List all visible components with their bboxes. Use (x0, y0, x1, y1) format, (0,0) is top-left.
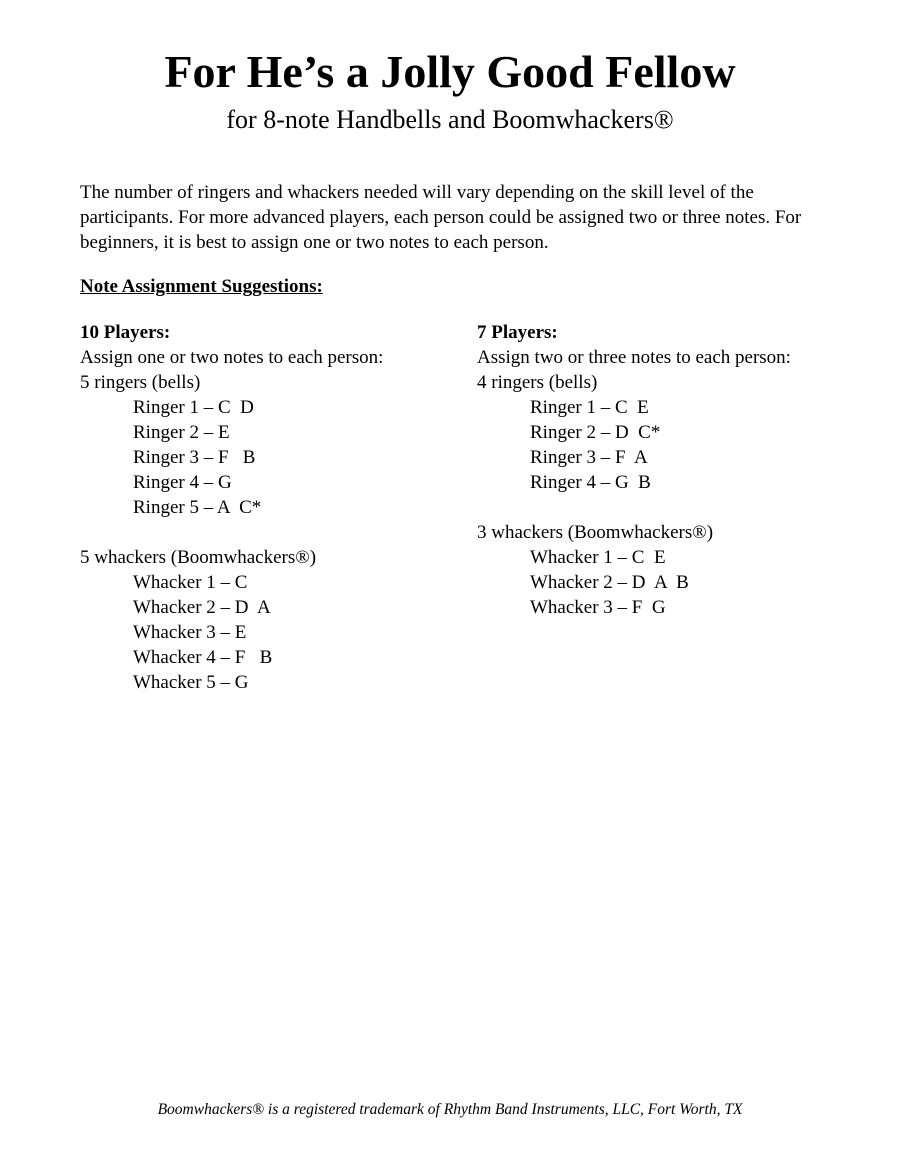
players-instruction: Assign two or three notes to each person: (477, 347, 791, 368)
assignment-item: Ringer 2 – E (133, 422, 230, 443)
players-heading: 7 Players: (477, 322, 558, 343)
group-label: 4 ringers (bells) (477, 372, 598, 393)
assignment-item: Whacker 2 – D A B (530, 572, 689, 593)
assignment-item: Ringer 4 – G (133, 472, 232, 493)
players-instruction: Assign one or two notes to each person: (80, 347, 384, 368)
assignment-item: Ringer 3 – F B (133, 447, 256, 468)
assignment-item: Whacker 4 – F B (133, 647, 273, 668)
assignment-item: Ringer 1 – C E (530, 397, 649, 418)
assignment-item: Ringer 3 – F A (530, 447, 648, 468)
assignment-item: Ringer 1 – C D (133, 397, 254, 418)
whackers-group (477, 520, 857, 620)
ringers-group (80, 370, 460, 520)
assignment-item: Ringer 4 – G B (530, 472, 651, 493)
group-label: 5 whackers (Boomwhackers®) (80, 547, 317, 568)
group-label: 3 whackers (Boomwhackers®) (477, 522, 714, 543)
trademark-footer: Boomwhackers® is a registered trademark of Rhythm Band Instruments, LLC, Fort Worth, TX (157, 1101, 743, 1118)
whackers-group (80, 545, 460, 695)
ringers-group (477, 370, 857, 495)
group-label: 5 ringers (bells) (80, 372, 201, 393)
assignment-item: Whacker 5 – G (133, 672, 249, 693)
ten-players-column (80, 320, 460, 720)
section-heading: Note Assignment Suggestions: (80, 276, 323, 297)
intro-paragraph: The number of ringers and whackers needed will vary depending on the skill level of the participants. For more advanced players, each person could be assigned two or three notes. For beginners, it is best to assign one or two notes to each person. (80, 182, 802, 253)
assignment-item: Whacker 3 – E (133, 622, 247, 643)
assignment-item: Ringer 2 – D C* (530, 422, 661, 443)
assignment-item: Whacker 3 – F G (530, 597, 666, 618)
players-heading: 10 Players: (80, 322, 171, 343)
seven-players-column (477, 320, 857, 645)
assignment-item: Whacker 1 – C (133, 572, 248, 593)
page-subtitle: for 8-note Handbells and Boomwhackers® (226, 105, 674, 134)
assignment-item: Whacker 1 – C E (530, 547, 666, 568)
assignment-item: Ringer 5 – A C* (133, 497, 262, 518)
assignment-item: Whacker 2 – D A (133, 597, 271, 618)
page-title: For He’s a Jolly Good Fellow (164, 46, 736, 97)
